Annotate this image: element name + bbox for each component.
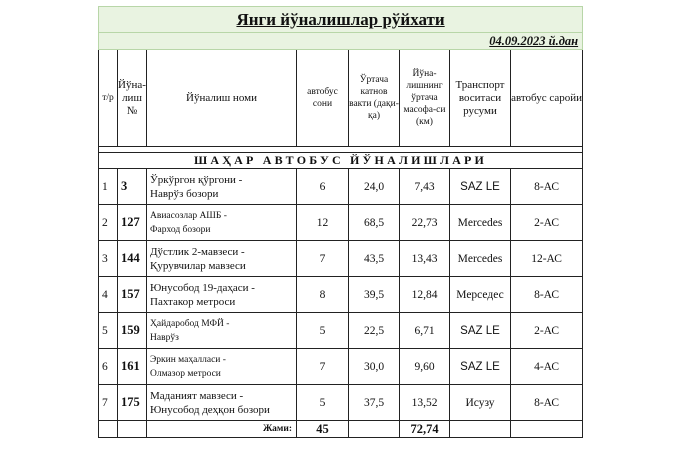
depot: 8-АС (511, 385, 583, 421)
row-no: 5 (99, 313, 118, 349)
interval: 30,0 (349, 349, 400, 385)
route-number: 127 (118, 205, 147, 241)
route-number: 3 (118, 169, 147, 205)
total-label: Жами: (147, 421, 297, 438)
total-row (99, 421, 583, 438)
vehicle-model: Мерседес (450, 277, 511, 313)
header-no: т/р (99, 50, 118, 147)
depot: 8-АС (511, 169, 583, 205)
row-no: 1 (99, 169, 118, 205)
header-distance: Йўна-лишнинг ўртача масофа-си (км) (400, 50, 450, 147)
distance: 6,71 (400, 313, 450, 349)
row-no: 6 (99, 349, 118, 385)
spreadsheet (98, 0, 582, 453)
row-no: 7 (99, 385, 118, 421)
vehicle-model: Mercedes (450, 205, 511, 241)
row-no: 4 (99, 277, 118, 313)
interval: 37,5 (349, 385, 400, 421)
bus-count: 5 (297, 385, 349, 421)
depot: 12-АС (511, 241, 583, 277)
effective-date: 04.09.2023 й.дан (99, 33, 583, 50)
interval: 39,5 (349, 277, 400, 313)
vehicle-model: SAZ LE (450, 349, 511, 385)
total-empty (511, 421, 583, 438)
vehicle-model: SAZ LE (450, 169, 511, 205)
section-title: ШАҲАР АВТОБУС ЙЎНАЛИШЛАРИ (99, 153, 583, 169)
route-number: 175 (118, 385, 147, 421)
distance: 9,60 (400, 349, 450, 385)
distance: 12,84 (400, 277, 450, 313)
header-interval: Ўртача катнов вакти (дақи-қа) (349, 50, 400, 147)
total-empty (349, 421, 400, 438)
page-title: Янги йўналишлар рўйхати (99, 7, 583, 33)
table-row (99, 385, 583, 421)
bus-count: 12 (297, 205, 349, 241)
total-empty (118, 421, 147, 438)
vehicle-model: Mercedes (450, 241, 511, 277)
bus-count: 8 (297, 277, 349, 313)
depot: 2-АС (511, 205, 583, 241)
table-row (99, 349, 583, 385)
table-row (99, 205, 583, 241)
header-buses: автобус сони (297, 50, 349, 147)
table-row (99, 241, 583, 277)
route-name: Дўстлик 2-мавзеси - Қурувчилар мавзеси (147, 241, 297, 277)
route-number: 161 (118, 349, 147, 385)
route-name: Эркин маҳалласи - Олмазор метроси (147, 349, 297, 385)
depot: 8-АС (511, 277, 583, 313)
route-name: Авиасозлар АШБ - Фарход бозори (147, 205, 297, 241)
interval: 22,5 (349, 313, 400, 349)
route-name: Ҳайдаробод МФЙ - Наврўз (147, 313, 297, 349)
distance: 13,52 (400, 385, 450, 421)
route-name: Маданият мавзеси - Юнусобод деҳқон бозори (147, 385, 297, 421)
route-number: 159 (118, 313, 147, 349)
table-row (99, 277, 583, 313)
depot: 4-АС (511, 349, 583, 385)
table-row (99, 313, 583, 349)
distance: 22,73 (400, 205, 450, 241)
row-no: 2 (99, 205, 118, 241)
interval: 24,0 (349, 169, 400, 205)
total-distance: 72,74 (400, 421, 450, 438)
vehicle-model: SAZ LE (450, 313, 511, 349)
total-empty (99, 421, 118, 438)
route-number: 144 (118, 241, 147, 277)
distance: 7,43 (400, 169, 450, 205)
vehicle-model: Исузу (450, 385, 511, 421)
bus-count: 6 (297, 169, 349, 205)
route-name: Ўркўргон қўргони - Наврўз бозори (147, 169, 297, 205)
distance: 13,43 (400, 241, 450, 277)
table-row (99, 169, 583, 205)
header-depot: автобус саройи (511, 50, 583, 147)
routes-table (98, 6, 583, 438)
header-route-name: Йўналиш номи (147, 50, 297, 147)
total-buses: 45 (297, 421, 349, 438)
row-no: 3 (99, 241, 118, 277)
bus-count: 7 (297, 349, 349, 385)
total-empty (450, 421, 511, 438)
header-route-no: Йўна-лиш № (118, 50, 147, 147)
interval: 68,5 (349, 205, 400, 241)
header-vehicle: Транспорт воситаси русуми (450, 50, 511, 147)
route-number: 157 (118, 277, 147, 313)
depot: 2-АС (511, 313, 583, 349)
bus-count: 7 (297, 241, 349, 277)
route-name: Юнусобод 19-даҳаси - Пахтакор метроси (147, 277, 297, 313)
interval: 43,5 (349, 241, 400, 277)
bus-count: 5 (297, 313, 349, 349)
